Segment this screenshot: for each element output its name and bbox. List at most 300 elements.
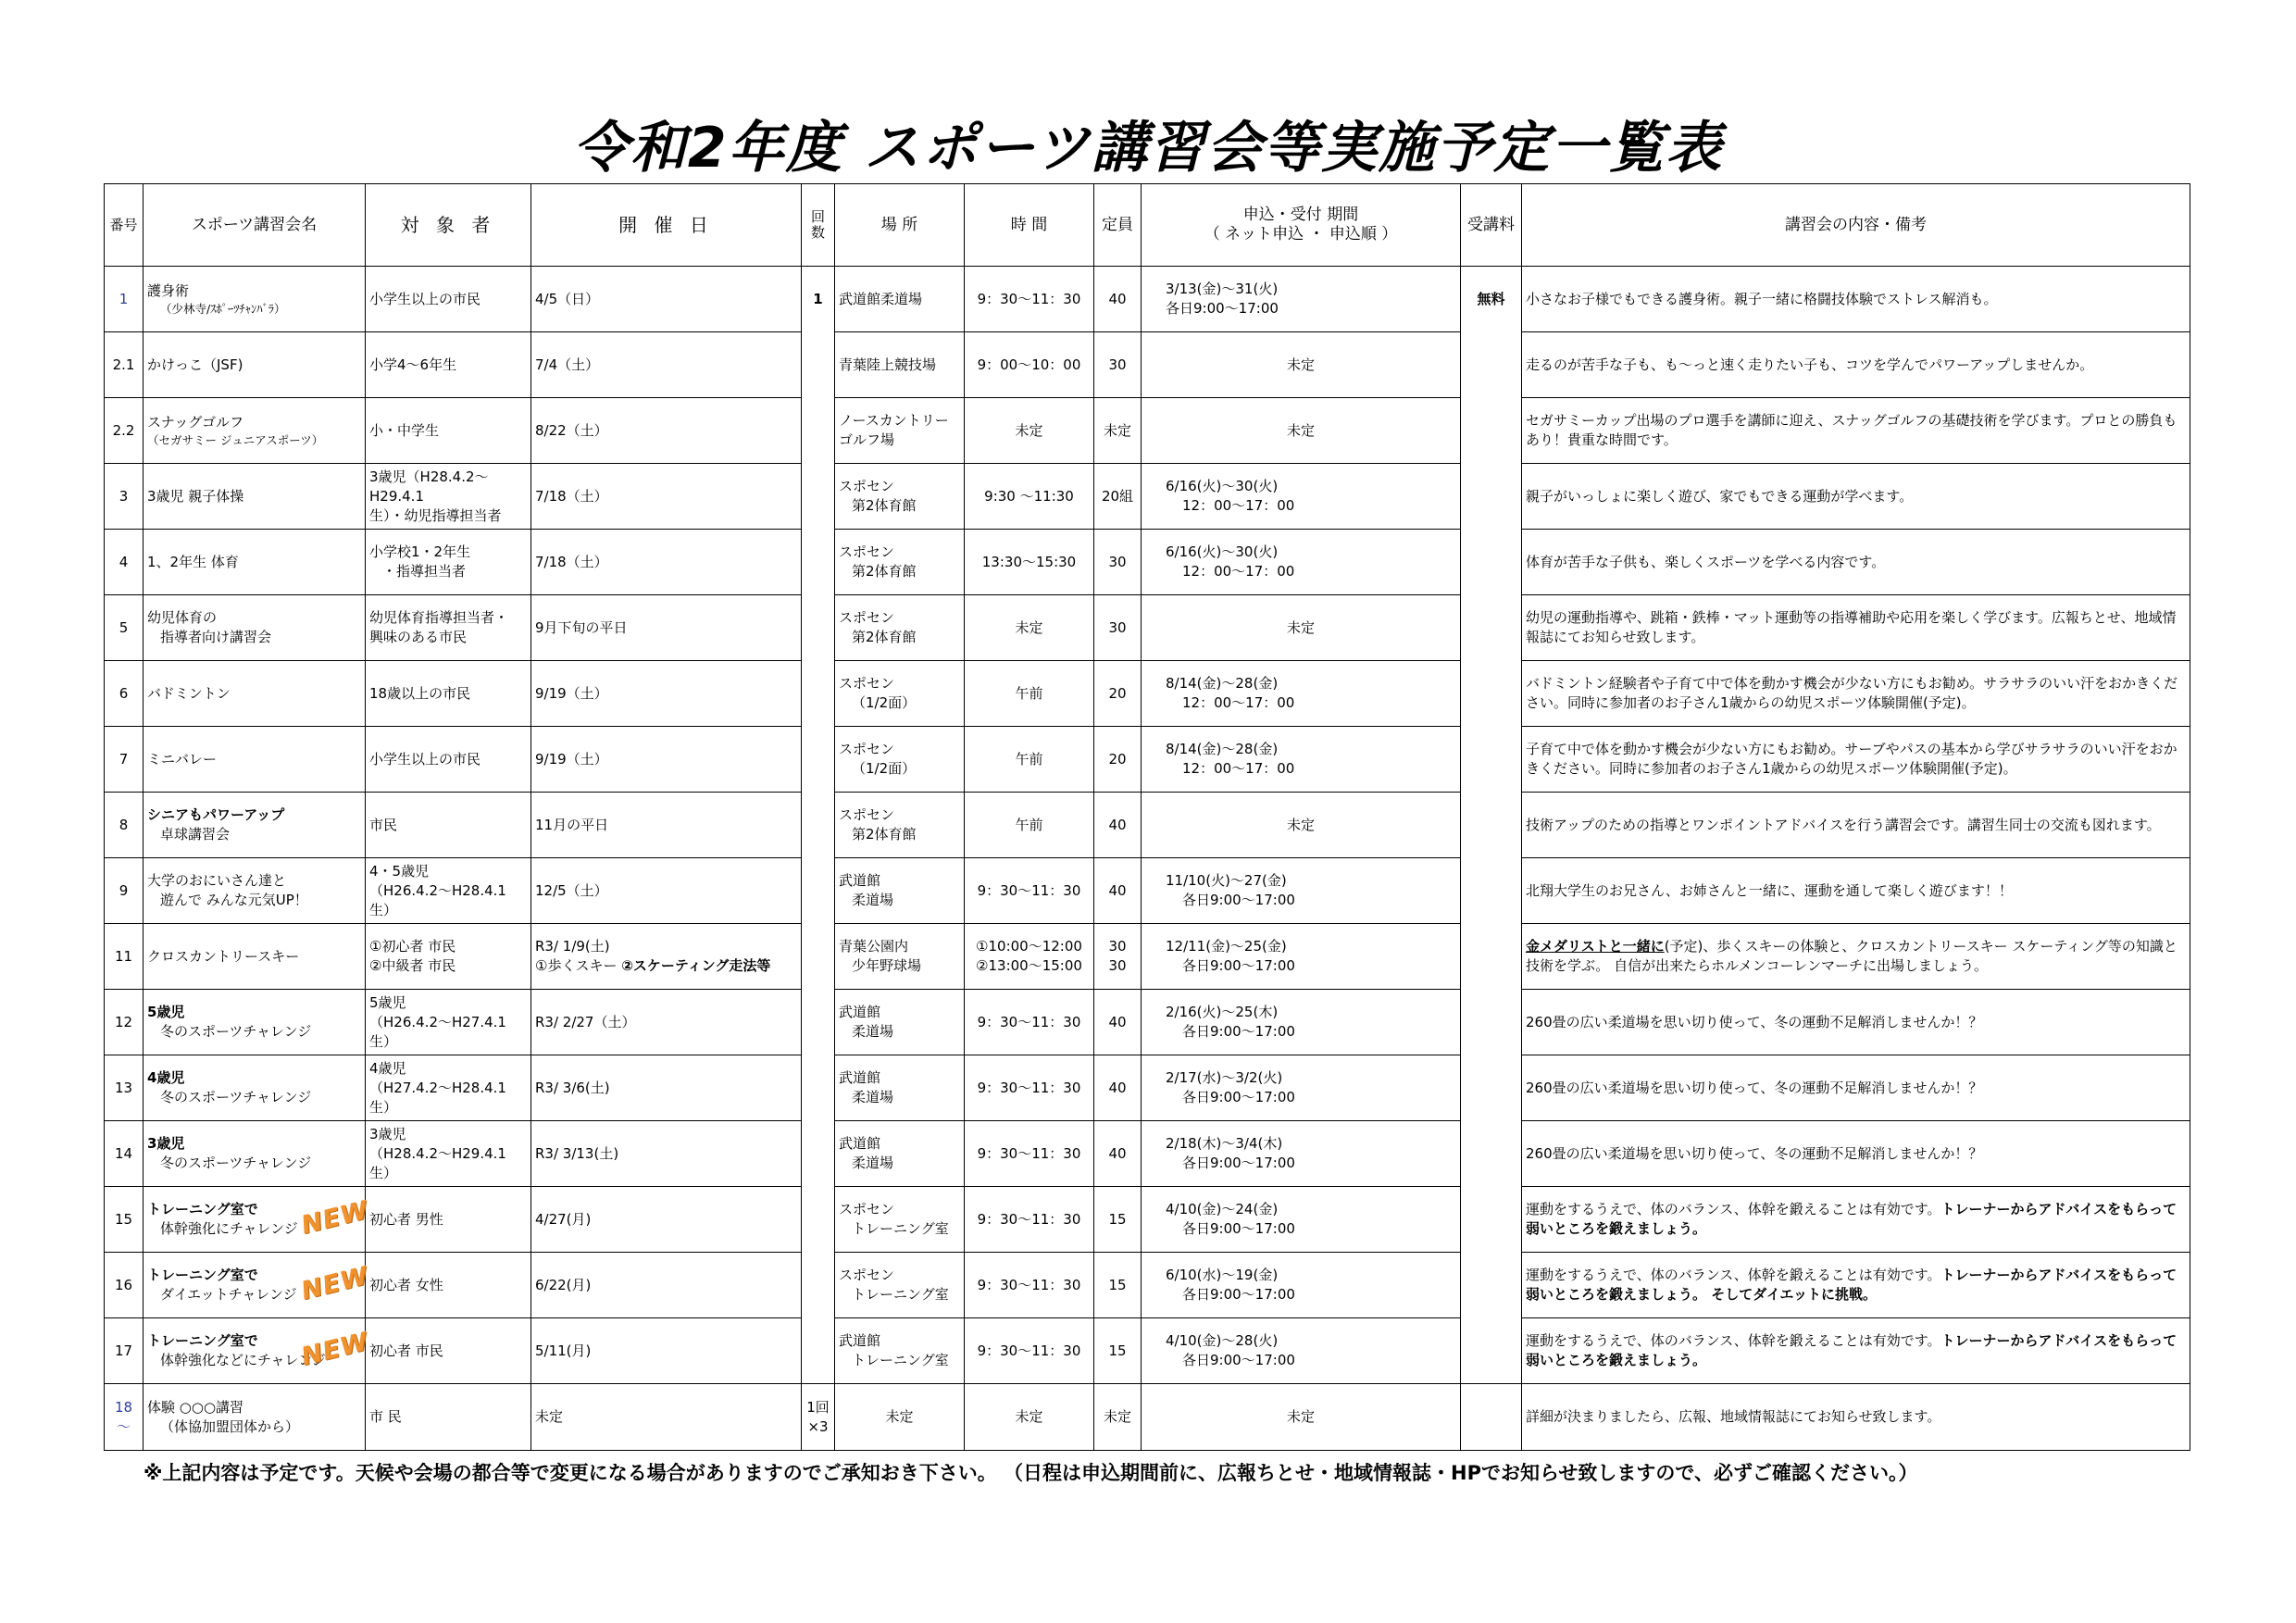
row-date-line1: R3/ 1/9(土): [535, 938, 610, 955]
row-place-line2: 第2体育館: [852, 629, 917, 645]
header-apply-line2: （ ネット申込 ・ 申込順 ）: [1204, 225, 1398, 243]
row-fee: [1461, 332, 1522, 398]
row-fee: [1461, 661, 1522, 727]
header-capacity: 定員: [1094, 184, 1142, 267]
row-target-line2: （H27.4.2～H28.4.1生）: [369, 1079, 506, 1116]
row-apply-line2: 各日9:00～17:00: [1182, 1023, 1295, 1040]
row-date: 9月下旬の平日: [531, 595, 802, 661]
row-time: 9：30～11：30: [965, 1187, 1094, 1253]
row-target: [366, 990, 531, 1055]
row-target-line1: ①初心者 市民: [369, 938, 456, 955]
row-no: 7: [105, 727, 144, 793]
row-place-line2: トレーニング室: [852, 1352, 949, 1368]
row-capacity-line2: 30: [1108, 957, 1127, 974]
row-name: ミニバレー: [144, 727, 366, 793]
row-target: [366, 595, 531, 661]
row-place: [835, 990, 965, 1055]
row-fee: [1461, 727, 1522, 793]
row-place-line1: スポセン: [839, 1201, 895, 1217]
row-place: [835, 1253, 965, 1318]
row-name: かけっこ（JSF): [144, 332, 366, 398]
row-time-line1: ①10:00～12:00: [976, 938, 1082, 955]
row-no: 3: [105, 464, 144, 530]
row-apply: [1142, 1318, 1461, 1384]
row-name: [144, 1384, 366, 1451]
row-name-line2: ダイエットチャレンジ: [160, 1286, 297, 1303]
row-date: 11月の平日: [531, 793, 802, 858]
row-apply-line2: 各日9:00～17:00: [1182, 1220, 1295, 1237]
page-title: 令和2年度 スポーツ講習会等実施予定一覧表: [572, 116, 1724, 181]
row-fee: [1461, 1055, 1522, 1121]
row-place-line1: 武道館: [839, 1069, 881, 1086]
row-date: 4/27(月): [531, 1187, 802, 1253]
row-count: [802, 727, 835, 793]
row-target-line1: 5歳児: [369, 993, 406, 1011]
row-time: 9：30～11：30: [965, 1055, 1094, 1121]
row-name-line1: スナッグゴルフ: [147, 414, 244, 431]
row-time: [965, 924, 1094, 990]
row-fee: [1461, 793, 1522, 858]
row-name: [144, 793, 366, 858]
row-place-line2: 柔道場: [852, 1023, 894, 1040]
row-no: 6: [105, 661, 144, 727]
row-place-line2: トレーニング室: [852, 1286, 949, 1303]
row-target: [366, 924, 531, 990]
row-capacity: 20組: [1094, 464, 1142, 530]
row-apply-line1: 11/10(火)～27(金): [1166, 872, 1287, 889]
row-apply-line1: 2/17(水)～3/2(火): [1166, 1069, 1283, 1086]
row-remarks-text: 運動をするうえで、体のバランス、体幹を鍛えることは有効です。: [1526, 1201, 1941, 1217]
row-target-line2: ・指導担当者: [382, 563, 467, 580]
row-capacity: 未定: [1094, 1384, 1142, 1451]
row-apply-line1: 12/11(金)～25(金): [1166, 938, 1287, 955]
row-date: 8/22（土）: [531, 398, 802, 464]
table-row: [105, 530, 2190, 595]
row-apply-line2: 12：00～17：00: [1182, 497, 1295, 514]
row-target: [366, 858, 531, 924]
row-capacity: 40: [1094, 990, 1142, 1055]
header-count: 回数: [802, 184, 835, 267]
row-place-line1: 武道館: [839, 1135, 881, 1152]
row-target: 小・中学生: [366, 398, 531, 464]
row-target-line1: 3歳児: [369, 1125, 406, 1142]
row-capacity: 40: [1094, 1055, 1142, 1121]
row-place: [835, 661, 965, 727]
row-date: 4/5（日）: [531, 267, 802, 332]
row-time: 9：30～11：30: [965, 1253, 1094, 1318]
row-time: 9：30～11：30: [965, 1121, 1094, 1187]
row-date: 7/18（土）: [531, 530, 802, 595]
row-target: 小学生以上の市民: [366, 267, 531, 332]
row-name-line1: 5歳児: [147, 1004, 185, 1020]
row-time: 午前: [965, 793, 1094, 858]
row-apply-line1: 3/13(金)～31(火): [1166, 281, 1279, 297]
row-count: [802, 858, 835, 924]
row-count: [802, 793, 835, 858]
row-place: [835, 595, 965, 661]
row-name-line1: 護身術: [147, 282, 190, 299]
footnote: ※上記内容は予定です。天候や会場の都合等で変更になる場合がありますのでご承知おき下さい。 （日程は申込期間前に、広報ちとせ・地域情報誌・HPでお知らせ致しますので、必ずご確認ください。）: [144, 1462, 1918, 1484]
row-name-line2: （少林寺/ｽﾎﾟｰﾂﾁｬﾝﾊﾞﾗ）: [160, 302, 286, 316]
row-name: [144, 1121, 366, 1187]
row-fee: [1461, 398, 1522, 464]
row-name-line2: 冬のスポーツチャレンジ: [160, 1155, 312, 1171]
row-count: [802, 1253, 835, 1318]
row-remarks: 260畳の広い柔道場を思い切り使って、冬の運動不足解消しませんか！？: [1522, 1055, 2190, 1121]
header-no: 番号: [105, 184, 144, 267]
row-time: 未定: [965, 595, 1094, 661]
row-capacity: 40: [1094, 858, 1142, 924]
row-count: [802, 924, 835, 990]
row-time-line2: ②13:00～15:00: [976, 957, 1082, 974]
row-place: [835, 924, 965, 990]
row-no: 8: [105, 793, 144, 858]
row-name-line2: 冬のスポーツチャレンジ: [160, 1023, 312, 1040]
row-count: 1: [802, 267, 835, 332]
row-no: 12: [105, 990, 144, 1055]
row-place-line2: 第2体育館: [852, 497, 917, 514]
row-name-line1: シニアもパワーアップ: [147, 806, 285, 823]
row-remarks: 小さなお子様でもできる護身術。親子一緒に格闘技体験でストレス解消も。: [1522, 267, 2190, 332]
row-apply: [1142, 530, 1461, 595]
row-time: 9：30～11：30: [965, 267, 1094, 332]
row-count: [802, 398, 835, 464]
row-capacity: 30: [1094, 595, 1142, 661]
row-target: [366, 464, 531, 530]
row-count: [802, 1187, 835, 1253]
row-time: 午前: [965, 727, 1094, 793]
header-apply: [1142, 184, 1461, 267]
row-place-line1: 武道館: [839, 1004, 881, 1020]
row-no: 2.2: [105, 398, 144, 464]
row-fee: 無料: [1461, 267, 1522, 332]
row-apply: [1142, 924, 1461, 990]
row-place-line2: 柔道場: [852, 1089, 894, 1105]
new-badge: NEW: [298, 1261, 372, 1306]
row-place-line1: スポセン: [839, 478, 895, 494]
row-capacity: 20: [1094, 727, 1142, 793]
row-fee: [1461, 990, 1522, 1055]
row-remarks: 260畳の広い柔道場を思い切り使って、冬の運動不足解消しませんか！？: [1522, 990, 2190, 1055]
row-name-line2: 冬のスポーツチャレンジ: [160, 1089, 312, 1105]
table-row: [105, 1187, 2190, 1253]
row-place: 武道館柔道場: [835, 267, 965, 332]
row-place-line2: 少年野球場: [852, 957, 922, 974]
row-time: 9：00～10：00: [965, 332, 1094, 398]
row-name: クロスカントリースキー: [144, 924, 366, 990]
row-remarks: 体育が苦手な子供も、楽しくスポーツを学べる内容です。: [1522, 530, 2190, 595]
table-row: [105, 990, 2190, 1055]
row-target-line1: 小学校1・2年生: [369, 543, 471, 560]
row-count: [802, 1055, 835, 1121]
row-target: 初心者 市民: [366, 1318, 531, 1384]
row-apply-line1: 4/10(金)～28(火): [1166, 1332, 1279, 1349]
row-target: 小学4～6年生: [366, 332, 531, 398]
row-name: [144, 858, 366, 924]
row-apply: [1142, 1121, 1461, 1187]
row-apply-line1: 6/10(水)～19(金): [1166, 1267, 1279, 1283]
row-no-line1: 18: [114, 1398, 133, 1416]
row-fee: [1461, 924, 1522, 990]
row-apply-line1: 2/18(木)～3/4(木): [1166, 1135, 1283, 1152]
table-row: [105, 924, 2190, 990]
row-place: [835, 530, 965, 595]
row-time: 9：30～11：30: [965, 1318, 1094, 1384]
row-date: 7/18（土）: [531, 464, 802, 530]
row-time: 午前: [965, 661, 1094, 727]
row-fee: [1461, 464, 1522, 530]
table-row: [105, 464, 2190, 530]
row-apply-line2: 各日9:00～17:00: [1182, 892, 1295, 908]
row-name-line1: 幼児体育の: [147, 609, 218, 626]
header-time: 時 間: [965, 184, 1094, 267]
header-apply-line1: 申込・受付 期間: [1242, 206, 1359, 224]
row-remarks-text: (予定)、歩くスキーの体験と、クロスカントリースキー スケーティング等の知識と技術を学ぶ。 自信が出来たらホルメンコーレンマーチに出場しましょう。: [1526, 938, 2177, 974]
row-fee: [1461, 858, 1522, 924]
row-capacity: 30: [1094, 530, 1142, 595]
row-count: [802, 332, 835, 398]
row-fee: [1461, 530, 1522, 595]
row-apply: 未定: [1142, 332, 1461, 398]
row-apply-line1: 2/16(火)～25(木): [1166, 1004, 1279, 1020]
row-place-line1: スポセン: [839, 543, 895, 560]
row-remarks: 詳細が決まりましたら、広報、地域情報誌にてお知らせ致します。: [1522, 1384, 2190, 1451]
row-name-line2: 卓球講習会: [160, 826, 231, 843]
row-fee: [1461, 1318, 1522, 1384]
row-fee: [1461, 1121, 1522, 1187]
row-apply: 未定: [1142, 595, 1461, 661]
row-target: 市 民: [366, 1384, 531, 1451]
row-name: [144, 267, 366, 332]
row-place: [835, 727, 965, 793]
row-remarks: バドミントン経験者や子育て中で体を動かす機会が少ない方にもお勧め。サラサラのいい汗をおかきください。同時に参加者のお子さん1歳からの幼児スポーツ体験開催(予定)。: [1522, 661, 2190, 727]
row-date: 9/19（土）: [531, 727, 802, 793]
row-place-line1: スポセン: [839, 806, 895, 823]
row-place-line1: 武道館: [839, 872, 881, 889]
row-count: [802, 1384, 835, 1451]
table-row: [105, 1318, 2190, 1384]
row-no: 13: [105, 1055, 144, 1121]
row-remarks: [1522, 1318, 2190, 1384]
table-row: [105, 1055, 2190, 1121]
row-count: [802, 1318, 835, 1384]
new-badge: NEW: [298, 1195, 372, 1241]
header-date: 開 催 日: [531, 184, 802, 267]
row-remarks-text: 運動をするうえで、体のバランス、体幹を鍛えることは有効です。: [1526, 1267, 1941, 1283]
row-no: 1: [105, 267, 144, 332]
row-remarks: [1522, 1253, 2190, 1318]
row-place-line2: 第2体育館: [852, 826, 917, 843]
row-capacity: 15: [1094, 1187, 1142, 1253]
row-name-line2: 遊んで みんな元気UP！: [160, 892, 308, 908]
header-name: スポーツ講習会名: [144, 184, 366, 267]
row-remarks: [1522, 1187, 2190, 1253]
row-count: [802, 595, 835, 661]
row-remarks: 子育て中で体を動かす機会が少ない方にもお勧め。サーブやパスの基本から学びサラサラのいい汗をおかきください。同時に参加者のお子さん1歳からの幼児スポーツ体験開催(予定)。: [1522, 727, 2190, 793]
row-apply-line1: 6/16(火)～30(火): [1166, 543, 1279, 560]
row-place-line2: （1/2面）: [852, 760, 917, 777]
row-apply: [1142, 1187, 1461, 1253]
row-time: 13:30～15:30: [965, 530, 1094, 595]
row-name-line2: 体幹強化にチャレンジ: [160, 1220, 298, 1237]
row-count-line2: ×3: [807, 1417, 829, 1435]
row-no: [105, 1384, 144, 1451]
row-apply: [1142, 727, 1461, 793]
table-row: [105, 595, 2190, 661]
table-header-row: [105, 184, 2190, 267]
row-apply-line2: 12：00～17：00: [1182, 563, 1295, 580]
row-apply-line1: 8/14(金)～28(金): [1166, 741, 1279, 757]
row-capacity: 未定: [1094, 398, 1142, 464]
row-target: [366, 1121, 531, 1187]
row-place: [835, 1121, 965, 1187]
row-target-line2: 興味のある市民: [369, 629, 468, 645]
table-row: [105, 1384, 2190, 1451]
row-apply: [1142, 267, 1461, 332]
row-target-line2: 生）・幼児指導担当者: [369, 506, 502, 524]
row-place-line1: ノースカントリー: [839, 412, 949, 429]
row-capacity: 40: [1094, 793, 1142, 858]
row-count-line1: 1回: [806, 1398, 830, 1416]
row-name: 1、2年生 体育: [144, 530, 366, 595]
row-date-line2: [535, 956, 797, 976]
schedule-table: [104, 183, 2190, 1451]
row-date: 12/5（土）: [531, 858, 802, 924]
row-fee: [1461, 1187, 1522, 1253]
row-no: 5: [105, 595, 144, 661]
header-target: 対 象 者: [366, 184, 531, 267]
row-remarks: [1522, 924, 2190, 990]
row-no: 9: [105, 858, 144, 924]
row-remarks-highlight: トレーナーからアドバイスをもらって弱いところを鍛えましょう。: [1526, 1201, 2177, 1237]
row-name-line1: 4歳児: [147, 1069, 185, 1086]
row-target-line1: 4・5歳児: [369, 862, 430, 880]
row-place-line1: スポセン: [839, 609, 895, 626]
row-place-line2: 柔道場: [852, 1155, 894, 1171]
row-no: 2.1: [105, 332, 144, 398]
row-count: [802, 530, 835, 595]
row-date: R3/ 2/27（土）: [531, 990, 802, 1055]
table-row: [105, 267, 2190, 332]
row-fee: [1461, 595, 1522, 661]
row-place-line1: 武道館: [839, 1332, 881, 1349]
row-date: 5/11(月): [531, 1318, 802, 1384]
row-remarks: 北翔大学生のお兄さん、お姉さんと一緒に、運動を通して楽しく遊びます！！: [1522, 858, 2190, 924]
row-target: 小学生以上の市民: [366, 727, 531, 793]
row-name: [144, 990, 366, 1055]
table-row: [105, 661, 2190, 727]
row-count: [802, 464, 835, 530]
header-place: 場 所: [835, 184, 965, 267]
row-name-line1: トレーニング室で: [147, 1201, 258, 1217]
row-apply-line2: 12：00～17：00: [1182, 694, 1295, 711]
row-date: [531, 924, 802, 990]
row-target-line2: （H28.4.2～H29.4.1生）: [369, 1144, 506, 1181]
row-apply-line2: 各日9:00～17:00: [1166, 300, 1279, 317]
row-place: [835, 1318, 965, 1384]
row-date-line2b: ②スケーティング走法等: [621, 957, 771, 974]
row-name: [144, 1055, 366, 1121]
row-no: 14: [105, 1121, 144, 1187]
row-name-line2: （体協加盟団体から）: [160, 1417, 300, 1435]
row-date: 7/4（土）: [531, 332, 802, 398]
row-count: [802, 990, 835, 1055]
row-place-line2: 第2体育館: [852, 563, 917, 580]
row-target-line2: （H26.4.2～H28.4.1生）: [369, 881, 506, 918]
row-name: [144, 398, 366, 464]
row-place-line2: 柔道場: [852, 892, 894, 908]
row-target: 18歳以上の市民: [366, 661, 531, 727]
row-name-line2: （セガサミー ジュニアスポーツ）: [147, 433, 324, 447]
row-target: [366, 1055, 531, 1121]
row-no: 15: [105, 1187, 144, 1253]
row-capacity: 30: [1094, 332, 1142, 398]
row-remarks: 走るのが苦手な子も、も～っと速く走りたい子も、コツを学んでパワーアップしませんか。: [1522, 332, 2190, 398]
row-date: 6/22(月): [531, 1253, 802, 1318]
row-target-line1: 3歳児（H28.4.2～H29.4.1: [369, 468, 489, 505]
row-place-line1: 青葉公園内: [839, 938, 909, 955]
row-capacity: 20: [1094, 661, 1142, 727]
row-target: 市民: [366, 793, 531, 858]
row-apply-line2: 各日9:00～17:00: [1182, 1352, 1295, 1368]
row-place: [835, 858, 965, 924]
row-name: 3歳児 親子体操: [144, 464, 366, 530]
row-place-line1: スポセン: [839, 741, 895, 757]
row-apply: 未定: [1142, 793, 1461, 858]
row-target-line2: （H26.4.2～H27.4.1生）: [369, 1013, 506, 1050]
row-apply: [1142, 990, 1461, 1055]
row-remarks: 技術アップのための指導とワンポイントアドバイスを行う講習会です。講習生同士の交流も図れます。: [1522, 793, 2190, 858]
row-place: [835, 1187, 965, 1253]
row-remarks: セガサミーカップ出場のプロ選手を講師に迎え、スナッグゴルフの基礎技術を学びます。プロとの勝負もあり！貴重な時間です。: [1522, 398, 2190, 464]
row-apply: [1142, 858, 1461, 924]
row-place: 未定: [835, 1384, 965, 1451]
row-place-line2: ゴルフ場: [839, 431, 895, 448]
row-target-line1: 4歳児: [369, 1059, 406, 1077]
row-place-line2: （1/2面）: [852, 694, 917, 711]
row-apply-line2: 各日9:00～17:00: [1182, 1286, 1295, 1303]
row-fee: [1461, 1384, 1522, 1451]
header-remarks: 講習会の内容・備考: [1522, 184, 2190, 267]
row-no: 11: [105, 924, 144, 990]
table-row: [105, 398, 2190, 464]
row-remarks: 幼児の運動指導や、跳箱・鉄棒・マット運動等の指導補助や応用を楽しく学びます。広報ちとせ、地域情報誌にてお知らせ致します。: [1522, 595, 2190, 661]
row-capacity-line1: 30: [1108, 938, 1127, 955]
row-name: バドミントン: [144, 661, 366, 727]
row-remarks-highlight: 金メダリストと一緒に: [1526, 938, 1665, 955]
row-capacity: [1094, 924, 1142, 990]
row-name-line1: トレーニング室で: [147, 1332, 258, 1349]
row-capacity: 15: [1094, 1318, 1142, 1384]
row-place: [835, 464, 965, 530]
new-badge: NEW: [298, 1327, 372, 1372]
row-date: 9/19（土）: [531, 661, 802, 727]
row-apply-line1: 6/16(火)～30(火): [1166, 478, 1279, 494]
row-target-line2: ②中級者 市民: [369, 957, 456, 974]
table-row: [105, 1253, 2190, 1318]
row-name-line1: 大学のおにいさん達と: [147, 872, 287, 889]
row-name-line2: 指導者向け講習会: [160, 629, 272, 645]
row-remarks-text: 運動をするうえで、体のバランス、体幹を鍛えることは有効です。: [1526, 1332, 1941, 1349]
row-remarks: 260畳の広い柔道場を思い切り使って、冬の運動不足解消しませんか！？: [1522, 1121, 2190, 1187]
row-name: [144, 595, 366, 661]
table-row: [105, 1121, 2190, 1187]
row-apply-line1: 4/10(金)～24(金): [1166, 1201, 1279, 1217]
row-time: 9：30～11：30: [965, 858, 1094, 924]
row-date-line2a: ①歩くスキー: [535, 957, 618, 974]
row-no: 17: [105, 1318, 144, 1384]
row-name-line1: 体験 ○○○講習: [147, 1398, 244, 1416]
